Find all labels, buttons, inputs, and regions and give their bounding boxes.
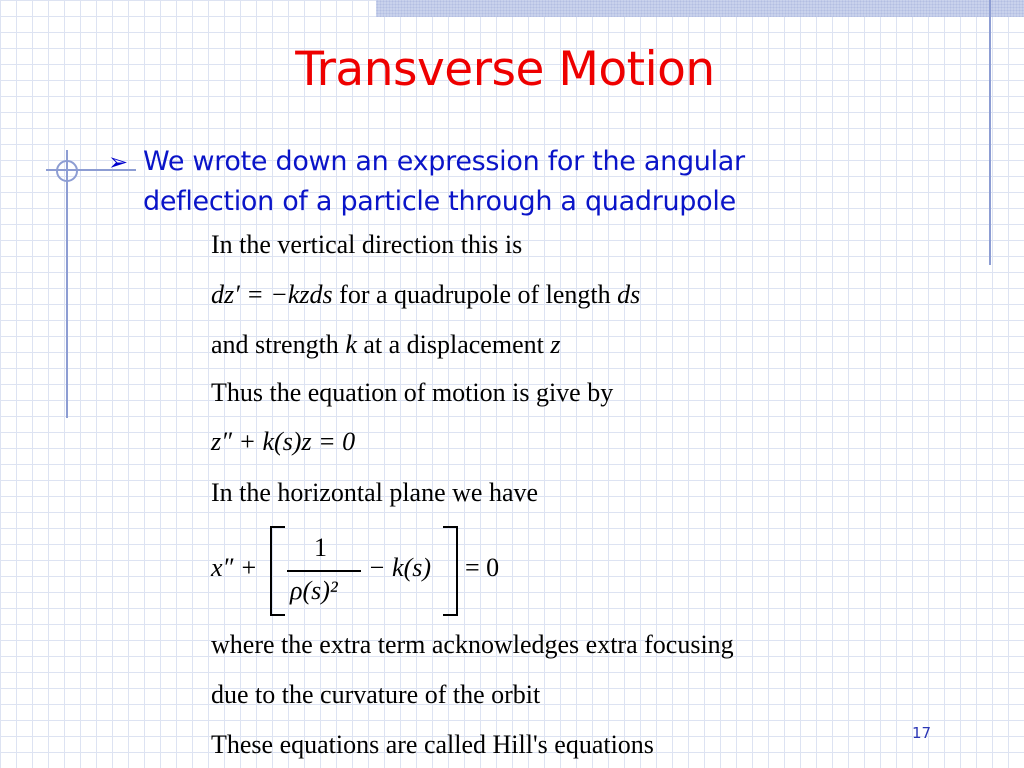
bullet-text: We wrote down an expression for the angular deflection of a particle through a quadrupole: [143, 146, 745, 217]
var-k: k: [345, 330, 357, 359]
right-bracket: [443, 526, 458, 616]
arrow-bullet-icon: ➢: [108, 148, 129, 176]
page-number: 17: [912, 724, 932, 742]
body-line-2: [211, 280, 640, 310]
left-bracket: [270, 526, 285, 616]
fraction-bar: [287, 570, 361, 572]
var-ds: ds: [617, 280, 641, 309]
body-line-3: [211, 330, 560, 360]
fraction-numerator: 1: [314, 533, 327, 562]
top-decor-bar: [376, 0, 1024, 17]
body-line-4: Thus the equation of motion is give by: [211, 378, 614, 407]
body-line-6: where the extra term acknowledges extra focusing: [211, 630, 734, 659]
fraction-denominator: ρ(s)²: [290, 576, 338, 605]
equation-rhs: = 0: [465, 553, 500, 582]
equation-horizontal-lhs: x″ +: [211, 553, 258, 582]
equation-dz: dz′ = −kzds: [211, 280, 333, 309]
equation-vertical: z″ + k(s)z = 0: [211, 427, 356, 456]
body-line-1: In the vertical direction this is: [211, 230, 523, 259]
body-line-2-text: for a quadrupole of length: [332, 280, 618, 309]
slide-title: Transverse Motion: [295, 42, 715, 97]
body-line-3-text: and strength: [211, 330, 346, 359]
var-z: z: [550, 330, 561, 359]
left-decor-line: [66, 150, 68, 418]
decor-circle: [56, 160, 78, 182]
body-line-5: In the horizontal plane we have: [211, 478, 539, 507]
body-line-8: These equations are called Hill's equations: [211, 730, 654, 759]
body-line-3-text2: at a displacement: [356, 330, 551, 359]
body-line-7: due to the curvature of the orbit: [211, 680, 541, 709]
equation-term-k: − k(s): [368, 553, 432, 582]
right-decor-line: [989, 0, 991, 265]
